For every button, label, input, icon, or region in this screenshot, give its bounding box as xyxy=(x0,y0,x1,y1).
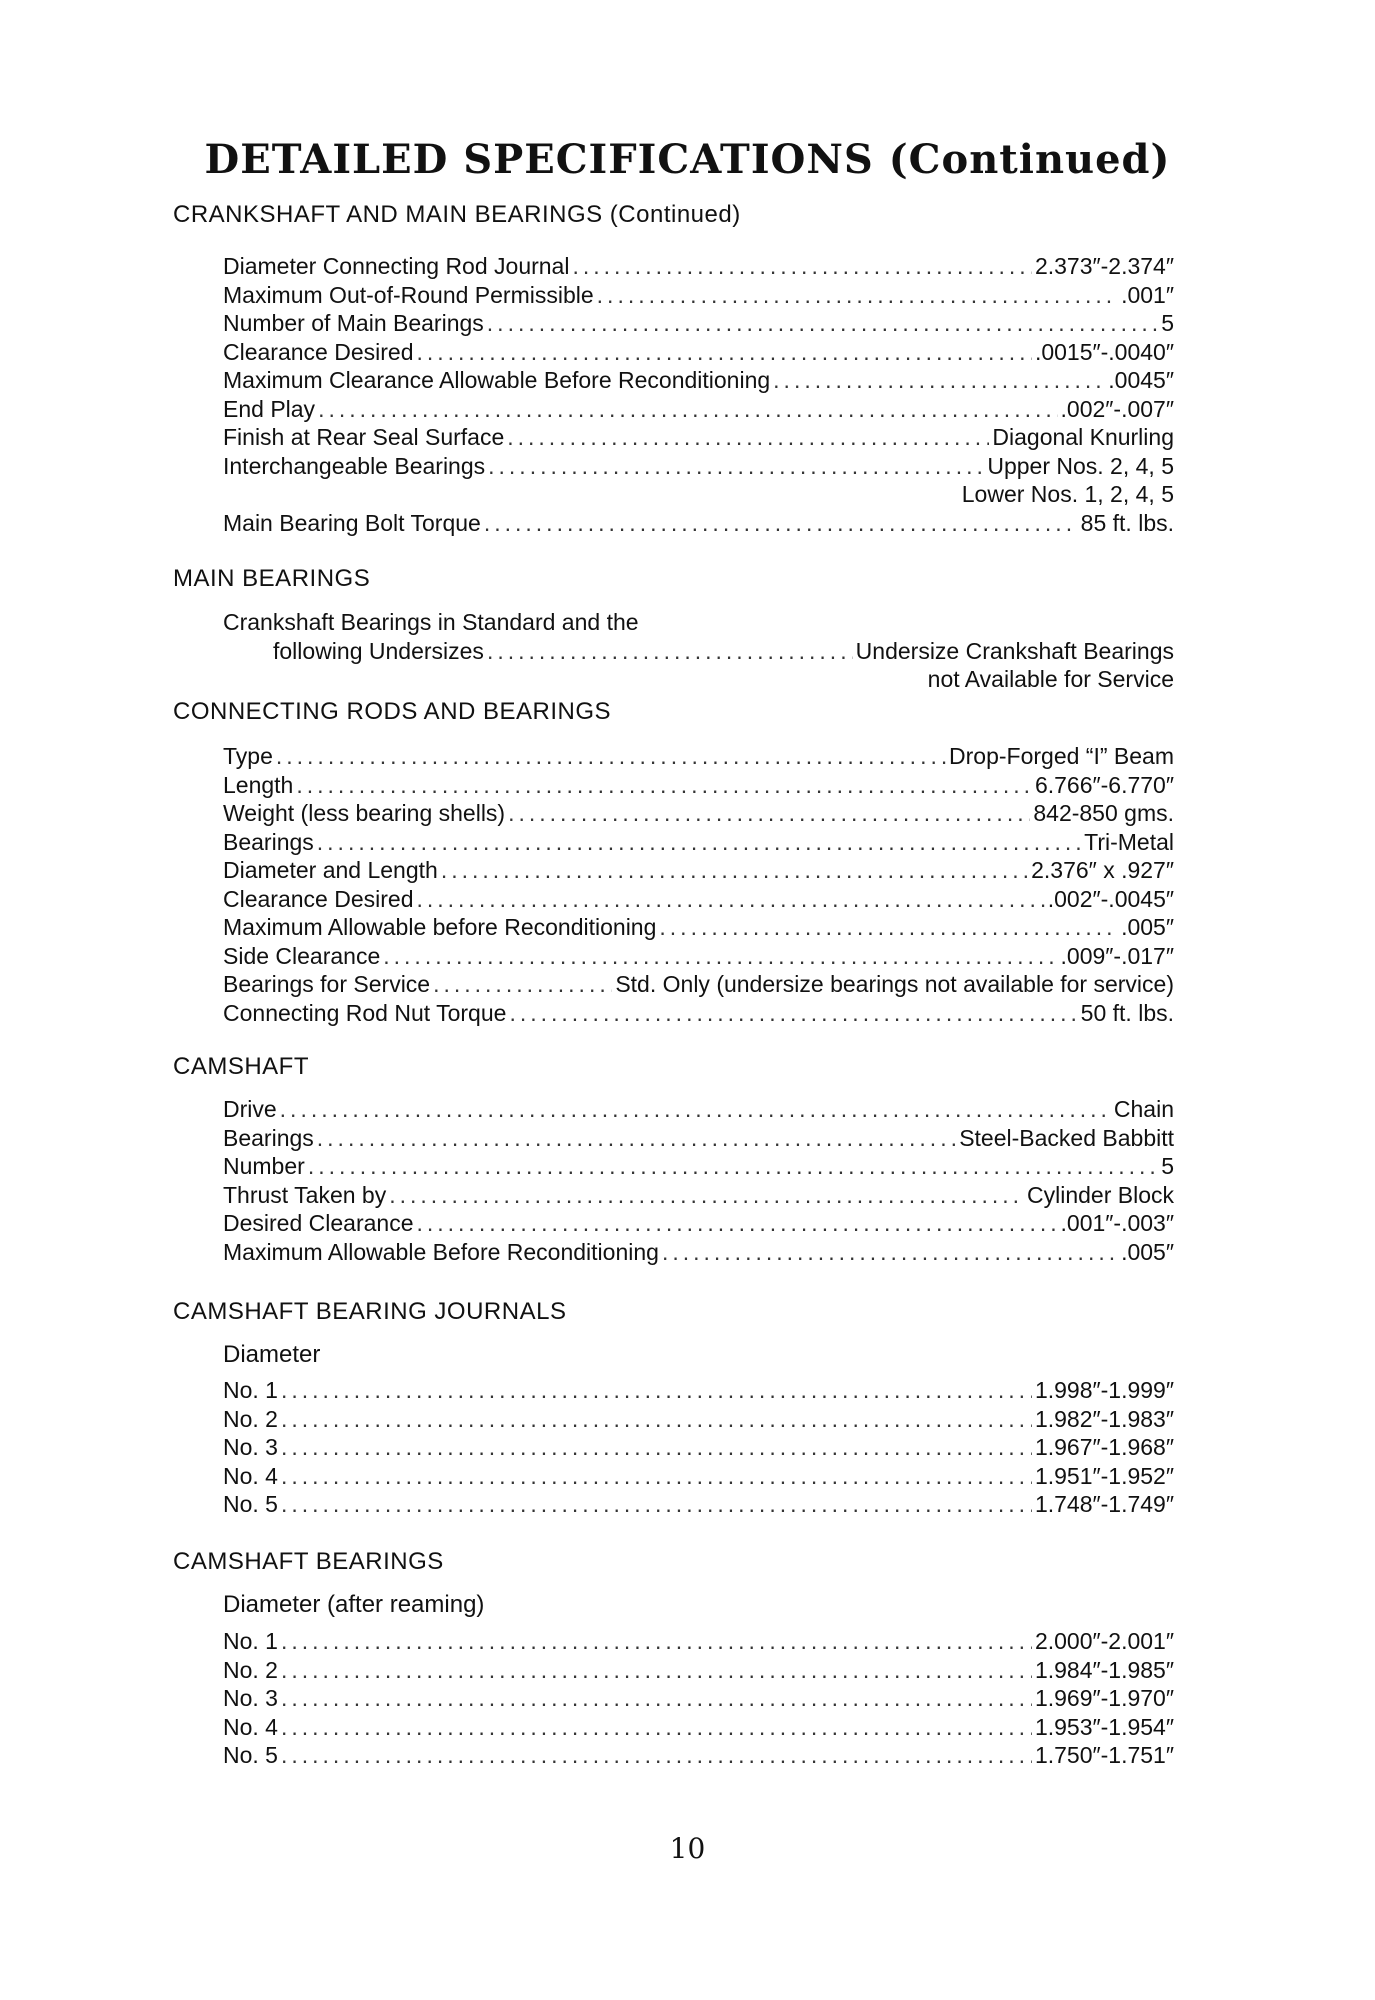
spec-row xyxy=(223,309,1174,338)
spec-value: 842-850 gms. xyxy=(1033,800,1174,826)
dot-leader xyxy=(507,423,989,452)
camshaft-spec-list xyxy=(223,1095,1174,1266)
dot-leader xyxy=(662,1238,1118,1267)
dot-leader xyxy=(276,742,946,771)
spec-value: 1.748″-1.749″ xyxy=(1034,1491,1174,1517)
spec-label: Diameter Connecting Rod Journal xyxy=(223,253,570,279)
spec-row xyxy=(223,828,1174,857)
spec-row xyxy=(223,1152,1174,1181)
dot-leader xyxy=(281,1713,1032,1742)
spec-row xyxy=(223,1656,1174,1685)
spec-label: following Undersizes xyxy=(273,637,484,664)
spec-value: Upper Nos. 2, 4, 5 xyxy=(987,452,1174,479)
spec-label: Interchangeable Bearings xyxy=(223,452,486,479)
spec-value-continued: Lower Nos. 1, 2, 4, 5 xyxy=(961,481,1174,507)
spec-row xyxy=(223,338,1174,367)
dot-leader xyxy=(281,1490,1032,1519)
section-heading-camshaft: CAMSHAFT xyxy=(173,1053,309,1080)
spec-value: .005″ xyxy=(1121,914,1174,940)
spec-row xyxy=(223,1490,1174,1519)
spec-label: No. 2 xyxy=(223,1405,278,1432)
spec-value: .005″ xyxy=(1121,1238,1174,1265)
dot-leader xyxy=(597,281,1118,310)
spec-label: No. 4 xyxy=(223,1713,278,1740)
spec-row xyxy=(223,799,1174,828)
spec-row xyxy=(223,999,1174,1028)
spec-label: No. 5 xyxy=(223,1491,278,1517)
spec-label: No. 2 xyxy=(223,1656,278,1683)
spec-row xyxy=(223,1405,1174,1434)
spec-row xyxy=(223,970,1174,999)
spec-label: Bearings xyxy=(223,828,314,855)
dot-leader xyxy=(318,395,1057,424)
spec-value: .0015″-.0040″ xyxy=(1034,338,1174,365)
spec-label: Maximum Allowable Before Reconditioning xyxy=(223,1238,659,1265)
spec-value: 5 xyxy=(1161,310,1174,336)
dot-leader xyxy=(308,1152,1158,1181)
spec-label: Bearings for Service xyxy=(223,971,431,997)
section-heading-connecting-rods: CONNECTING RODS AND BEARINGS xyxy=(173,698,612,725)
spec-row xyxy=(223,637,1174,666)
spec-value: 6.766″-6.770″ xyxy=(1034,771,1174,798)
spec-label: Type xyxy=(223,743,273,769)
spec-value: 1.953″-1.954″ xyxy=(1034,1713,1174,1740)
subheading-diameter-after-reaming: Diameter (after reaming) xyxy=(223,1591,485,1618)
spec-row xyxy=(223,1713,1174,1742)
page-number: 10 xyxy=(669,1832,706,1865)
spec-label: Number xyxy=(223,1153,305,1179)
crankshaft-spec-list xyxy=(223,252,1174,537)
spec-value: Diagonal Knurling xyxy=(992,424,1174,450)
spec-row xyxy=(223,252,1174,281)
spec-label: Desired Clearance xyxy=(223,1210,414,1236)
dot-leader xyxy=(484,509,1078,538)
spec-value: Undersize Crankshaft Bearings xyxy=(855,637,1174,664)
spec-label: Finish at Rear Seal Surface xyxy=(223,424,505,450)
spec-row xyxy=(223,1627,1174,1656)
spec-label: Clearance Desired xyxy=(223,885,414,912)
spec-label: No. 3 xyxy=(223,1685,278,1711)
dot-leader xyxy=(389,1181,1024,1210)
spec-value: 1.998″-1.999″ xyxy=(1034,1377,1174,1403)
spec-label: No. 1 xyxy=(223,1628,278,1654)
dot-leader xyxy=(487,637,853,666)
spec-row xyxy=(223,423,1174,452)
dot-leader xyxy=(281,1656,1032,1685)
spec-row xyxy=(223,771,1174,800)
spec-label: Drive xyxy=(223,1096,277,1122)
dot-leader xyxy=(281,1684,1032,1713)
dot-leader xyxy=(281,1741,1032,1770)
spec-value: Cylinder Block xyxy=(1027,1181,1174,1208)
spec-label: Clearance Desired xyxy=(223,338,414,365)
dot-leader xyxy=(441,856,1028,885)
spec-label: Main Bearing Bolt Torque xyxy=(223,509,481,536)
dot-leader xyxy=(281,1405,1032,1434)
spec-label: Diameter and Length xyxy=(223,857,438,883)
spec-value: .001″ xyxy=(1121,281,1174,308)
spec-row xyxy=(223,1095,1174,1124)
spec-value: 5 xyxy=(1161,1153,1174,1179)
spec-label: No. 5 xyxy=(223,1742,278,1768)
spec-label: Maximum Out-of-Round Permissible xyxy=(223,281,594,308)
dot-leader xyxy=(296,771,1032,800)
spec-row xyxy=(223,452,1174,481)
spec-value: .001″-.003″ xyxy=(1060,1210,1174,1236)
spec-value: Drop-Forged “I” Beam xyxy=(949,743,1174,769)
spec-row xyxy=(223,1684,1174,1713)
spec-value: .002″-.007″ xyxy=(1060,395,1174,422)
section-heading-cam-journals: CAMSHAFT BEARING JOURNALS xyxy=(173,1298,567,1325)
cam-bearings-spec-list xyxy=(223,1627,1174,1770)
spec-value: 1.982″-1.983″ xyxy=(1034,1405,1174,1432)
spec-row xyxy=(223,856,1174,885)
section-heading-main-bearings: MAIN BEARINGS xyxy=(173,565,371,592)
dot-leader xyxy=(317,828,1081,857)
spec-row xyxy=(223,1181,1174,1210)
dot-leader xyxy=(281,1462,1032,1491)
dot-leader xyxy=(488,452,984,481)
dot-leader xyxy=(659,913,1118,942)
spec-row xyxy=(223,1376,1174,1405)
spec-label: Side Clearance xyxy=(223,942,381,969)
spec-label: Maximum Allowable before Reconditioning xyxy=(223,914,657,940)
main-bearings-spec xyxy=(223,608,1174,694)
connecting-rods-spec-list xyxy=(223,742,1174,1027)
spec-label: Crankshaft Bearings in Standard and the xyxy=(223,609,639,635)
spec-row xyxy=(223,1741,1174,1770)
dot-leader xyxy=(317,1124,956,1153)
spec-value: Std. Only (undersize bearings not available for service) xyxy=(615,971,1174,997)
spec-label: Length xyxy=(223,771,294,798)
spec-value: 2.000″-2.001″ xyxy=(1034,1628,1174,1654)
section-heading-cam-bearings: CAMSHAFT BEARINGS xyxy=(173,1548,444,1575)
page-title: DETAILED SPECIFICATIONS (Continued) xyxy=(204,136,1171,183)
dot-leader xyxy=(281,1433,1032,1462)
spec-row xyxy=(223,1209,1174,1238)
spec-row xyxy=(223,1124,1174,1153)
spec-label: Thrust Taken by xyxy=(223,1181,387,1208)
spec-value: 1.984″-1.985″ xyxy=(1034,1656,1174,1683)
spec-value: 1.750″-1.751″ xyxy=(1034,1742,1174,1768)
spec-value: 50 ft. lbs. xyxy=(1080,999,1174,1026)
subheading-diameter: Diameter xyxy=(223,1341,321,1368)
spec-value: 2.373″-2.374″ xyxy=(1034,253,1174,279)
dot-leader xyxy=(281,1376,1032,1405)
dot-leader xyxy=(508,799,1030,828)
spec-label: Weight (less bearing shells) xyxy=(223,800,506,826)
spec-row xyxy=(223,913,1174,942)
spec-value: Tri-Metal xyxy=(1084,828,1174,855)
spec-value: 2.376″ x .927″ xyxy=(1031,857,1174,883)
dot-leader xyxy=(383,942,1057,971)
spec-row xyxy=(223,509,1174,538)
spec-row xyxy=(223,1433,1174,1462)
dot-leader xyxy=(416,338,1031,367)
spec-value: Steel-Backed Babbitt xyxy=(959,1124,1174,1151)
spec-value: 1.969″-1.970″ xyxy=(1034,1685,1174,1711)
dot-leader xyxy=(281,1627,1032,1656)
spec-label: No. 4 xyxy=(223,1462,278,1489)
spec-row xyxy=(223,942,1174,971)
spec-label: Connecting Rod Nut Torque xyxy=(223,999,507,1026)
spec-label: No. 1 xyxy=(223,1377,278,1403)
spec-row xyxy=(223,1238,1174,1267)
section-heading-crankshaft: CRANKSHAFT AND MAIN BEARINGS (Continued) xyxy=(173,201,741,228)
spec-label: Bearings xyxy=(223,1124,314,1151)
dot-leader xyxy=(433,970,612,999)
spec-row xyxy=(223,366,1174,395)
spec-row xyxy=(223,885,1174,914)
cam-journals-spec-list xyxy=(223,1376,1174,1519)
dot-leader xyxy=(773,366,1105,395)
spec-value: Chain xyxy=(1113,1096,1174,1122)
spec-value: 1.967″-1.968″ xyxy=(1034,1434,1174,1460)
dot-leader xyxy=(416,1209,1057,1238)
dot-leader xyxy=(487,309,1158,338)
spec-row xyxy=(223,1462,1174,1491)
dot-leader xyxy=(572,252,1031,281)
spec-value: 85 ft. lbs. xyxy=(1080,509,1174,536)
spec-row xyxy=(223,742,1174,771)
spec-value: .002″-.0045″ xyxy=(1047,885,1174,912)
spec-label: Maximum Clearance Allowable Before Reconditioning xyxy=(223,367,771,393)
spec-row xyxy=(223,281,1174,310)
spec-value: .0045″ xyxy=(1108,367,1174,393)
spec-row xyxy=(223,395,1174,424)
dot-leader xyxy=(280,1095,1111,1124)
spec-label: No. 3 xyxy=(223,1434,278,1460)
spec-value: 1.951″-1.952″ xyxy=(1034,1462,1174,1489)
spec-label: Number of Main Bearings xyxy=(223,310,484,336)
spec-label: End Play xyxy=(223,395,316,422)
spec-value-continued: not Available for Service xyxy=(927,666,1174,692)
dot-leader xyxy=(509,999,1077,1028)
dot-leader xyxy=(416,885,1044,914)
spec-value: .009″-.017″ xyxy=(1060,942,1174,969)
